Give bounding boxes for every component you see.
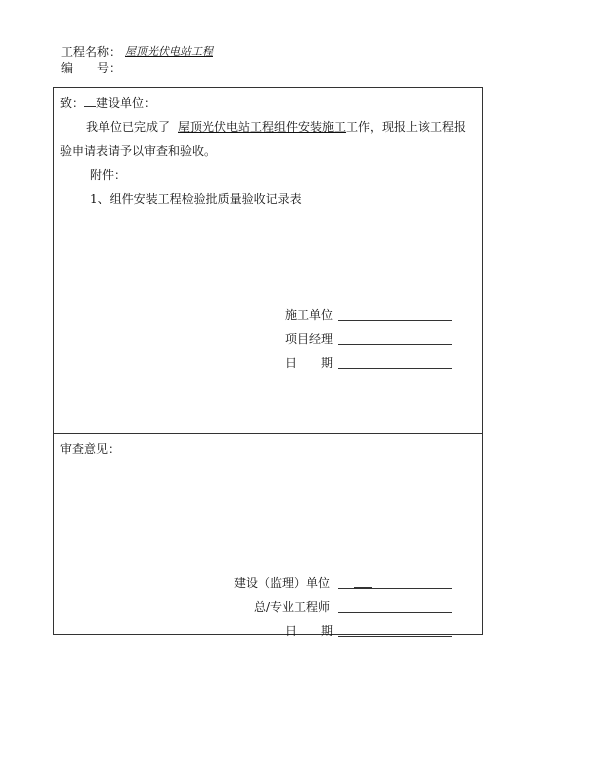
review-date-signature-line[interactable] [338,636,452,637]
body-prefix: 我单位已完成了 [86,120,171,134]
manager-signature-line[interactable] [338,344,452,345]
date-label: 日 期 [285,356,334,370]
engineer-signature-line[interactable] [338,612,452,613]
body-line-1 [86,120,466,134]
owner-label: 建设（监理）单位 [234,576,331,590]
section-divider [53,433,483,434]
attachment-label: 附件： [90,168,127,182]
contractor-label: 施工单位 [285,308,334,322]
to-line [60,96,156,110]
review-date-label: 日 期 [285,624,334,638]
body-suffix: 工作，现报上该工程报 [346,120,467,134]
attachment-item: 1、组件安装工程检验批质量验收记录表 [90,192,302,206]
to-blank [84,96,96,107]
date-signature-line[interactable] [338,368,452,369]
number-label: 编 号： [61,61,122,75]
to-label: 致： [60,96,85,110]
project-name-label: 工程名称： [61,45,122,59]
body-work: 屋顶光伏电站工程组件安装施工 [178,120,347,134]
contractor-signature-line[interactable] [338,320,452,321]
project-name-value: 屋顶光伏电站工程 [125,45,213,58]
manager-label: 项目经理 [285,332,334,346]
engineer-label: 总/专业工程师 [254,600,331,614]
body-line-2: 验申请表请予以审查和验收。 [60,144,217,158]
to-recipient: 建设单位： [96,96,157,110]
owner-signature-mark [354,587,372,589]
review-opinion-label: 审查意见： [60,442,121,456]
